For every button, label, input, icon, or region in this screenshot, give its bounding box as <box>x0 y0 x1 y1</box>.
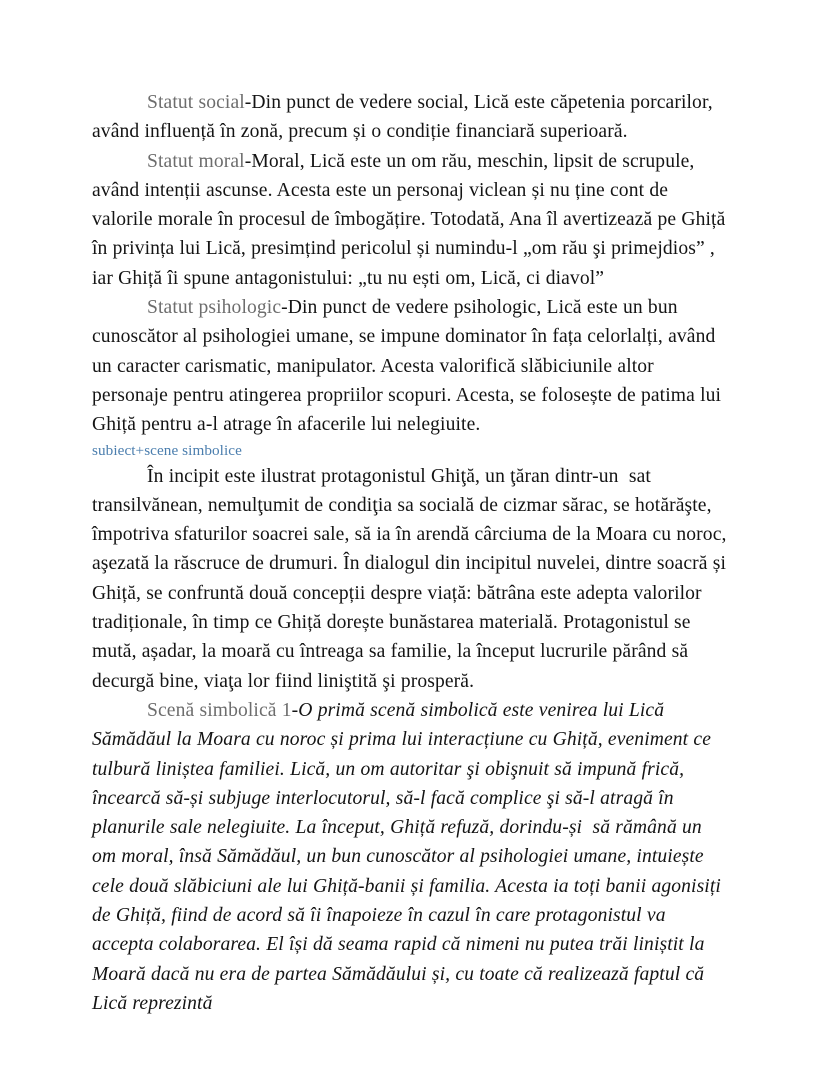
paragraph-text-statut-moral: -Moral, Lică este un om rău, meschin, lipsit de scrupule, având intenții ascunse. Acesta este un personaj viclean și nu ține cont de valorile morale în procesul de îmbogățire. Totodată, Ana îl avertizează pe Ghiță în privința lui Lică, presimțind pericolul și numindu-l „om rău şi primejdios” , iar Ghiță îi spune antagonistului: „tu nu ești om, Lică, ci diavol” <box>92 150 731 289</box>
paragraph-statut-psihologic <box>92 293 728 439</box>
paragraph-incipit <box>92 462 732 696</box>
paragraph-text-statut-psihologic: -Din punct de vedere psihologic, Lică este un bun cunoscător al psihologiei umane, se impune dominator în fața celorlalți, având un caracter carismatic, manipulator. Acesta valorifică slăbiciunile altor personaje pentru atingerea propriilor scopuri. Acesta, se folosește de patima lui Ghiță pentru a-l atrage în afacerile lui nelegiuite. <box>92 297 727 436</box>
paragraph-text-statut-social: -Din punct de vedere social, Lică este căpetenia porcarilor, având influență în zonă, precum și o condiție financiară superioară. <box>92 92 718 143</box>
annotation-subiect-scene-simbolice: subiect+scene simbolice <box>92 441 242 459</box>
paragraph-text-incipit: În incipit este ilustrat protagonistul Ghiţă, un ţăran dintr-un sat transilvănean, nemulţumit de condiţia sa socială de cizmar sărac, se hotărăşte, împotriva sfaturilor soacrei sale, să ia în arendă cârciuma de la Moara cu noroc, aşezată la răscruce de drumuri. În dialogul din incipitul nuvelei, dintre soacră și Ghiță, se confruntă două concepții despre viață: bătrâna este adepta valorilor tradiționale, în timp ce Ghiță dorește bunăstarea materială. Protagonistul se mută, așadar, la moară cu întreaga sa familie, la început lucrurile părând să decurgă bine, viaţa lor fiind liniştită şi prosperă. <box>92 465 732 692</box>
lead-label-statut-social: Statut social <box>147 92 245 113</box>
lead-label-statut-psihologic: Statut psihologic <box>147 297 282 319</box>
paragraph-scena-simbolica-1 <box>92 696 728 1018</box>
lead-label-scena-simbolica-1: Scenă simbolică 1 <box>147 699 292 721</box>
document-text-body <box>92 88 732 1018</box>
paragraph-statut-social <box>92 88 728 147</box>
lead-label-statut-moral: Statut moral <box>147 150 245 172</box>
paragraph-statut-moral <box>92 147 731 293</box>
paragraph-text-scena-simbolica-1: -O primă scenă simbolică este venirea lui Lică Sămădăul la Moara cu noroc și prima lui interacțiune cu Ghiță, eveniment ce tulbură liniștea familiei. Lică, un om autoritar şi obişnuit să impună frică, încearcă să-și subjuge interlocutorul, să-l facă complice şi să-l atragă în planurile sale nelegiuite. La început, Ghiță refuză, dorindu-și să rămână un om moral, însă Sămădăul, un bun cunoscător al psihologiei umane, intuiește cele două slăbiciuni ale lui Ghiță-banii și familia. Acesta ia toți banii agonisiți de Ghiță, fiind de acord să îi înapoieze în cazul în care protagonistul va accepta colaborarea. El își dă seama rapid că nimeni nu putea trăi liniștit la Moară dacă nu era de partea Sămădăului și, cu toate că realizează faptul că Lică reprezintă <box>92 699 727 1014</box>
